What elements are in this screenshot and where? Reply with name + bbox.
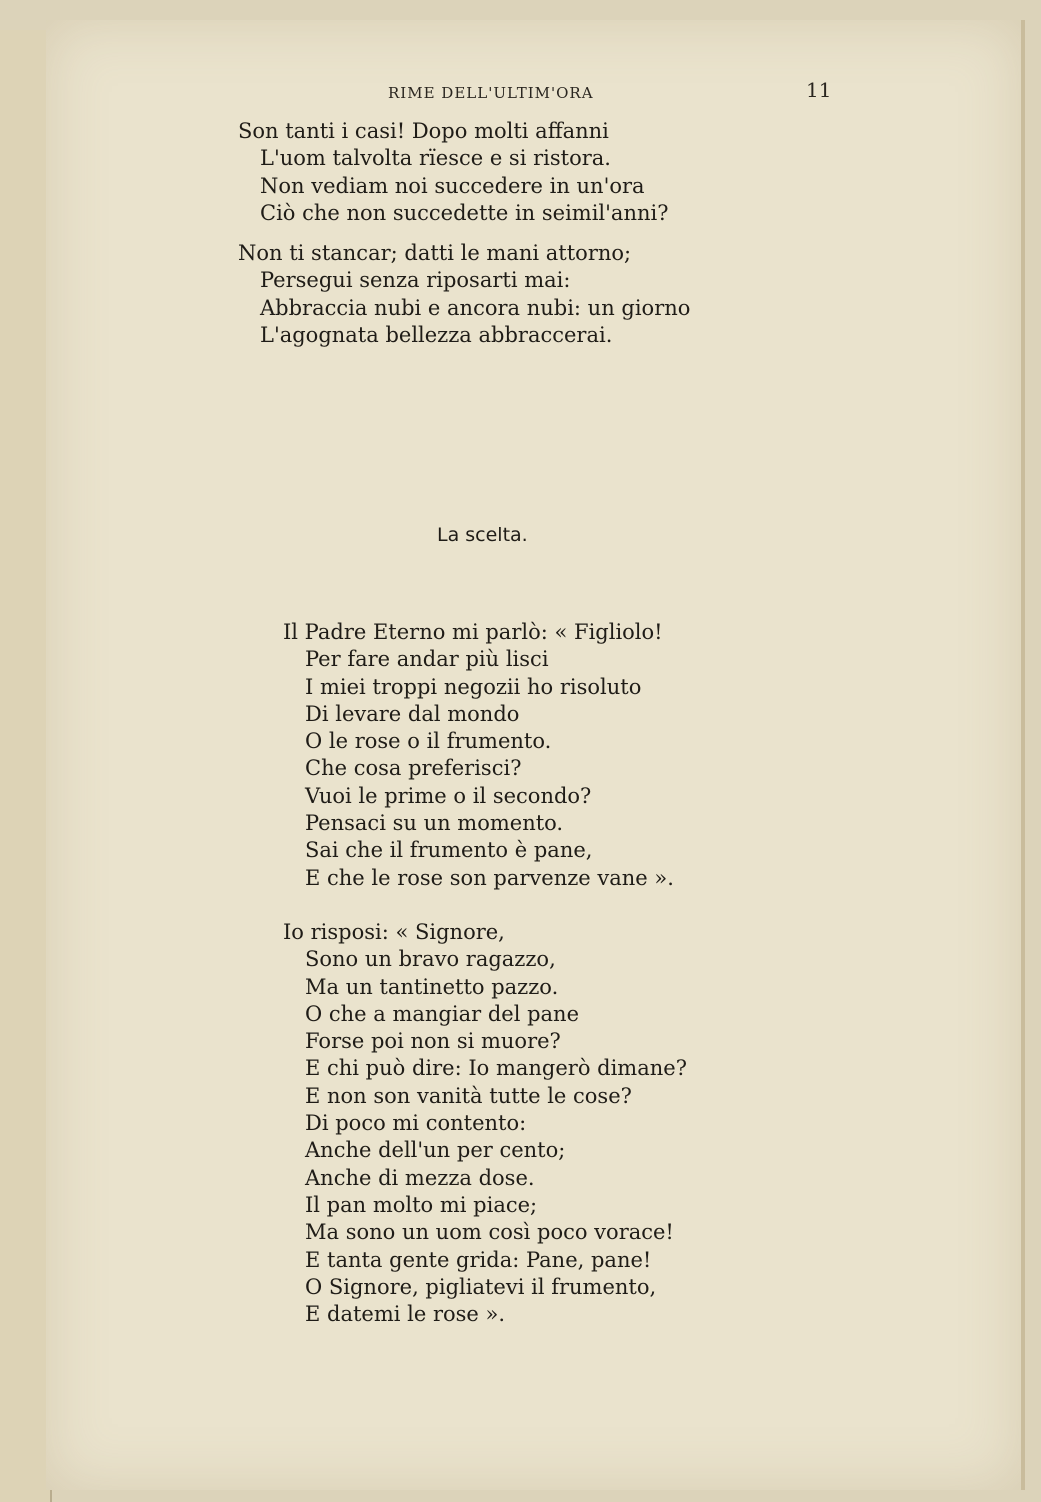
verse-line: L'uom talvolta rïesce e si ristora. bbox=[260, 146, 611, 171]
verse-line: Pensaci su un momento. bbox=[305, 811, 564, 836]
verse-line: Il Padre Eterno mi parlò: « Figliolo! bbox=[283, 620, 663, 644]
stanza-4 bbox=[283, 919, 687, 1328]
page-number: 11 bbox=[806, 78, 832, 102]
verse-line: Di levare dal mondo bbox=[305, 701, 520, 726]
verse-line: I miei troppi negozii ho risoluto bbox=[305, 674, 642, 699]
verse-line: Il pan molto mi piace; bbox=[305, 1192, 538, 1217]
verse-line: E non son vanità tutte le cose? bbox=[305, 1083, 632, 1108]
verse-line: E datemi le rose ». bbox=[305, 1302, 506, 1327]
verse-line: O che a mangiar del pane bbox=[305, 1001, 580, 1026]
verse-line: Ma un tantinetto pazzo. bbox=[305, 974, 559, 999]
verse-line: Sai che il frumento è pane, bbox=[305, 838, 593, 863]
verse-line: L'agognata bellezza abbraccerai. bbox=[260, 322, 613, 347]
verse-line: Io risposi: « Signore, bbox=[283, 920, 505, 944]
verse-line: Anche dell'un per cento; bbox=[305, 1138, 566, 1163]
stanza-2 bbox=[238, 240, 690, 349]
facing-page-edge bbox=[0, 30, 52, 1502]
verse-line: Son tanti i casi! Dopo molti affanni bbox=[238, 119, 609, 143]
running-head: RIME DELL'ULTIM'ORA bbox=[388, 84, 594, 102]
verse-line: O Signore, pigliatevi il frumento, bbox=[305, 1274, 657, 1299]
verse-line: Non vediam noi succedere in un'ora bbox=[260, 173, 645, 198]
verse-line: Anche di mezza dose. bbox=[305, 1165, 535, 1190]
verse-line: E chi può dire: Io mangerò dimane? bbox=[305, 1056, 687, 1081]
verse-line: E tanta gente grida: Pane, pane! bbox=[305, 1247, 652, 1272]
verse-line: Forse poi non si muore? bbox=[305, 1029, 561, 1054]
verse-line: Che cosa preferisci? bbox=[305, 756, 522, 781]
verse-line: Non ti stancar; datti le mani attorno; bbox=[238, 241, 632, 265]
verse-line: Sono un bravo ragazzo, bbox=[305, 947, 556, 972]
verse-line: Vuoi le prime o il secondo? bbox=[305, 783, 592, 808]
verse-line: Di poco mi contento: bbox=[305, 1111, 527, 1136]
verse-line: O le rose o il frumento. bbox=[305, 729, 552, 754]
verse-line: Persegui senza riposarti mai: bbox=[260, 268, 571, 293]
verse-line: Ma sono un uom così poco vorace! bbox=[305, 1220, 674, 1245]
verse-line: Abbraccia nubi e ancora nubi: un giorno bbox=[260, 295, 691, 320]
verse-line: Per fare andar più lisci bbox=[305, 647, 549, 672]
verse-line: E che le rose son parvenze vane ». bbox=[305, 865, 674, 890]
verse-line: Ciò che non succedette in seimil'anni? bbox=[260, 200, 669, 225]
poem-title: La scelta. bbox=[437, 524, 528, 546]
stanza-1 bbox=[238, 118, 668, 227]
stanza-3 bbox=[283, 619, 674, 892]
